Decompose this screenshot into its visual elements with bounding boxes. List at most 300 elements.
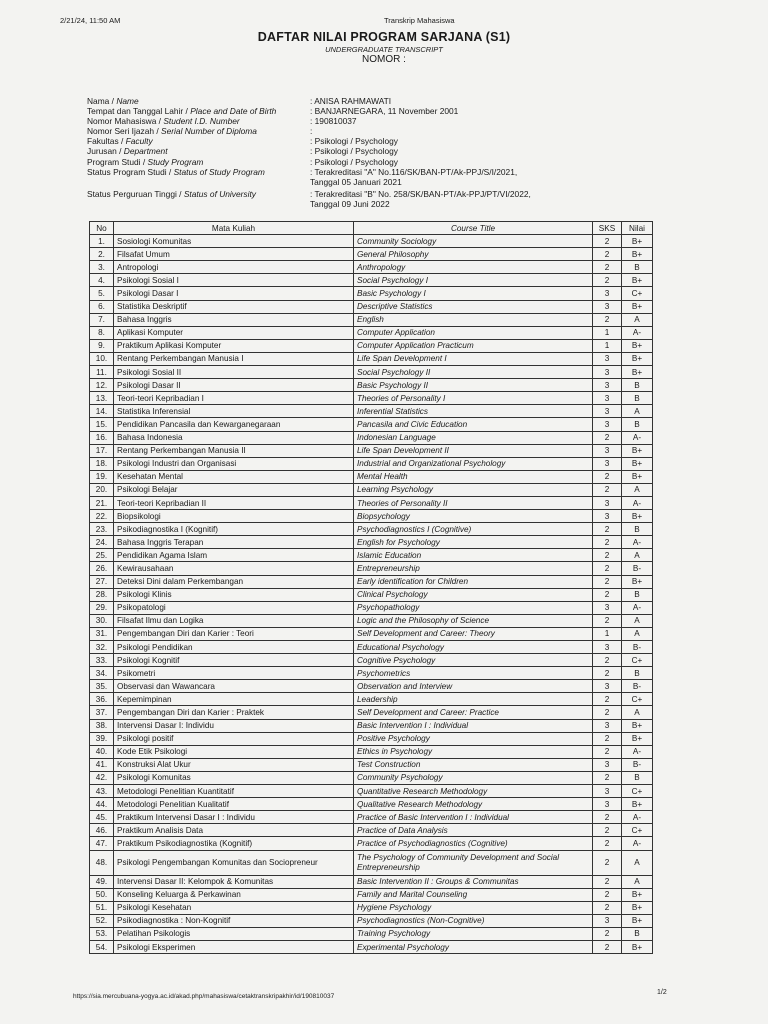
table-row — [90, 601, 653, 614]
row-number: 2. — [90, 248, 114, 261]
course-credits: 2 — [593, 888, 622, 901]
course-title-en: Leadership — [354, 693, 593, 706]
info-row — [87, 189, 687, 209]
info-row — [87, 116, 687, 126]
course-credits: 3 — [593, 366, 622, 379]
table-row — [90, 850, 653, 875]
info-row — [87, 106, 687, 116]
course-title-en: Computer Application Practicum — [354, 339, 593, 352]
print-timestamp: 2/21/24, 11:50 AM — [60, 16, 121, 25]
course-name-id: Psikologi Eksperimen — [114, 940, 354, 953]
grades-table — [89, 221, 653, 954]
row-number: 22. — [90, 510, 114, 523]
table-row — [90, 444, 653, 457]
row-number: 34. — [90, 667, 114, 680]
row-number: 12. — [90, 379, 114, 392]
table-row — [90, 667, 653, 680]
course-grade: A- — [622, 431, 653, 444]
info-label: Fakultas / Faculty — [87, 136, 153, 147]
table-header-row — [90, 222, 653, 235]
row-number: 43. — [90, 785, 114, 798]
course-credits: 2 — [593, 811, 622, 824]
row-number: 48. — [90, 850, 114, 875]
course-name-id: Deteksi Dini dalam Perkembangan — [114, 575, 354, 588]
course-credits: 2 — [593, 575, 622, 588]
table-row — [90, 758, 653, 771]
course-name-id: Psikologi Pengembangan Komunitas dan Sociopreneur — [114, 850, 354, 875]
course-name-id: Rentang Perkembangan Manusia I — [114, 352, 354, 365]
course-title-en: Psychometrics — [354, 667, 593, 680]
row-number: 37. — [90, 706, 114, 719]
course-grade: B — [622, 261, 653, 274]
row-number: 17. — [90, 444, 114, 457]
course-grade: A — [622, 549, 653, 562]
course-grade: A — [622, 313, 653, 326]
course-title-en: Training Psychology — [354, 927, 593, 940]
course-title-en: Descriptive Statistics — [354, 300, 593, 313]
table-row — [90, 431, 653, 444]
course-title-en: Clinical Psychology — [354, 588, 593, 601]
row-number: 4. — [90, 274, 114, 287]
table-row — [90, 248, 653, 261]
row-number: 13. — [90, 392, 114, 405]
table-row — [90, 588, 653, 601]
course-credits: 3 — [593, 914, 622, 927]
course-grade: B — [622, 523, 653, 536]
row-number: 26. — [90, 562, 114, 575]
table-row — [90, 771, 653, 784]
course-title-en: Practice of Psychodiagnostics (Cognitive) — [354, 837, 593, 850]
course-name-id: Psikodiagnostika : Non-Kognitif — [114, 914, 354, 927]
info-label: Program Studi / Study Program — [87, 156, 204, 167]
course-name-id: Psikologi positif — [114, 732, 354, 745]
course-grade: B+ — [622, 901, 653, 914]
course-name-id: Antropologi — [114, 261, 354, 274]
course-credits: 2 — [593, 901, 622, 914]
course-title-en: Basic Psychology II — [354, 379, 593, 392]
course-credits: 1 — [593, 339, 622, 352]
table-row — [90, 940, 653, 953]
course-name-id: Metodologi Penelitian Kualitatif — [114, 798, 354, 811]
course-credits: 2 — [593, 614, 622, 627]
course-grade: B+ — [622, 444, 653, 457]
course-credits: 2 — [593, 850, 622, 875]
table-row — [90, 745, 653, 758]
course-title-en: Practice of Data Analysis — [354, 824, 593, 837]
row-number: 14. — [90, 405, 114, 418]
row-number: 53. — [90, 927, 114, 940]
course-name-id: Konstruksi Alat Ukur — [114, 758, 354, 771]
course-title-en: Theories of Personality II — [354, 496, 593, 509]
info-row — [87, 146, 687, 156]
row-number: 51. — [90, 901, 114, 914]
course-grade: B- — [622, 562, 653, 575]
row-number: 32. — [90, 641, 114, 654]
course-grade: B- — [622, 758, 653, 771]
row-number: 16. — [90, 431, 114, 444]
course-title-en: Self Development and Career: Practice — [354, 706, 593, 719]
course-name-id: Rentang Perkembangan Manusia II — [114, 444, 354, 457]
info-label: Status Perguruan Tinggi / Status of University — [87, 188, 256, 199]
course-credits: 2 — [593, 235, 622, 248]
course-name-id: Psikometri — [114, 667, 354, 680]
course-grade: B — [622, 588, 653, 601]
course-title-en: Basic Intervention I : Individual — [354, 719, 593, 732]
table-row — [90, 523, 653, 536]
table-row — [90, 680, 653, 693]
row-number: 35. — [90, 680, 114, 693]
header-nilai: Nilai — [622, 222, 653, 235]
row-number: 10. — [90, 352, 114, 365]
course-credits: 3 — [593, 379, 622, 392]
course-name-id: Praktikum Aplikasi Komputer — [114, 339, 354, 352]
row-number: 28. — [90, 588, 114, 601]
course-title-en: Pancasila and Civic Education — [354, 418, 593, 431]
row-number: 8. — [90, 326, 114, 339]
table-row — [90, 614, 653, 627]
row-number: 7. — [90, 313, 114, 326]
course-credits: 2 — [593, 654, 622, 667]
course-credits: 3 — [593, 287, 622, 300]
course-title-en: Hygiene Psychology — [354, 901, 593, 914]
row-number: 31. — [90, 627, 114, 640]
table-row — [90, 287, 653, 300]
table-row — [90, 313, 653, 326]
table-row — [90, 927, 653, 940]
page-title: DAFTAR NILAI PROGRAM SARJANA (S1) — [257, 30, 511, 44]
course-title-en: Psychodiagnostics I (Cognitive) — [354, 523, 593, 536]
row-number: 3. — [90, 261, 114, 274]
table-row — [90, 627, 653, 640]
row-number: 50. — [90, 888, 114, 901]
course-title-en: General Philosophy — [354, 248, 593, 261]
course-name-id: Pendidikan Agama Islam — [114, 549, 354, 562]
course-grade: B+ — [622, 888, 653, 901]
course-title-en: English — [354, 313, 593, 326]
table-row — [90, 536, 653, 549]
table-row — [90, 352, 653, 365]
course-name-id: Praktikum Intervensi Dasar I : Individu — [114, 811, 354, 824]
course-grade: B+ — [622, 732, 653, 745]
course-credits: 2 — [593, 824, 622, 837]
page-number: 1/2 — [657, 989, 667, 996]
course-grade: B — [622, 418, 653, 431]
course-grade: C+ — [622, 654, 653, 667]
course-title-en: Educational Psychology — [354, 641, 593, 654]
table-row — [90, 379, 653, 392]
course-name-id: Filsafat Umum — [114, 248, 354, 261]
row-number: 27. — [90, 575, 114, 588]
course-credits: 2 — [593, 261, 622, 274]
course-credits: 2 — [593, 693, 622, 706]
course-credits: 2 — [593, 483, 622, 496]
row-number: 52. — [90, 914, 114, 927]
course-title-en: Computer Application — [354, 326, 593, 339]
course-name-id: Psikologi Komunitas — [114, 771, 354, 784]
course-title-en: Mental Health — [354, 470, 593, 483]
course-credits: 3 — [593, 444, 622, 457]
course-name-id: Metodologi Penelitian Kuantitatif — [114, 785, 354, 798]
course-credits: 2 — [593, 431, 622, 444]
course-title-en: Learning Psychology — [354, 483, 593, 496]
table-row — [90, 366, 653, 379]
course-credits: 3 — [593, 641, 622, 654]
table-row — [90, 562, 653, 575]
course-credits: 2 — [593, 536, 622, 549]
course-grade: A- — [622, 536, 653, 549]
info-value: : Psikologi / Psychology — [310, 156, 398, 167]
course-grade: B+ — [622, 235, 653, 248]
header-sks: SKS — [593, 222, 622, 235]
course-title-en: Test Construction — [354, 758, 593, 771]
course-name-id: Kepemimpinan — [114, 693, 354, 706]
table-row — [90, 405, 653, 418]
table-row — [90, 549, 653, 562]
course-credits: 2 — [593, 313, 622, 326]
course-name-id: Konseling Keluarga & Perkawinan — [114, 888, 354, 901]
course-title-en: Social Psychology II — [354, 366, 593, 379]
row-number: 44. — [90, 798, 114, 811]
course-credits: 2 — [593, 927, 622, 940]
row-number: 25. — [90, 549, 114, 562]
info-row — [87, 157, 687, 167]
course-grade: A — [622, 706, 653, 719]
course-grade: B- — [622, 641, 653, 654]
row-number: 11. — [90, 366, 114, 379]
course-title-en: Entrepreneurship — [354, 562, 593, 575]
table-row — [90, 274, 653, 287]
course-grade: C+ — [622, 824, 653, 837]
course-title-en: Biopsychology — [354, 510, 593, 523]
course-title-en: Industrial and Organizational Psychology — [354, 457, 593, 470]
course-credits: 2 — [593, 837, 622, 850]
table-row — [90, 457, 653, 470]
course-name-id: Psikologi Dasar II — [114, 379, 354, 392]
course-credits: 2 — [593, 248, 622, 261]
course-name-id: Kode Etik Psikologi — [114, 745, 354, 758]
course-grade: A- — [622, 326, 653, 339]
course-title-en: Early identification for Children — [354, 575, 593, 588]
course-credits: 2 — [593, 875, 622, 888]
table-row — [90, 261, 653, 274]
course-title-en: Basic Psychology I — [354, 287, 593, 300]
course-grade: C+ — [622, 693, 653, 706]
course-title-en: Psychopathology — [354, 601, 593, 614]
course-name-id: Intervensi Dasar I: Individu — [114, 719, 354, 732]
info-value: : 190810037 — [310, 116, 357, 127]
course-name-id: Intervensi Dasar II: Kelompok & Komunitas — [114, 875, 354, 888]
course-name-id: Praktikum Psikodiagnostika (Kognitif) — [114, 837, 354, 850]
course-grade: A — [622, 875, 653, 888]
table-row — [90, 470, 653, 483]
table-row — [90, 300, 653, 313]
row-number: 36. — [90, 693, 114, 706]
course-grade: B+ — [622, 940, 653, 953]
course-title-en: Community Sociology — [354, 235, 593, 248]
course-title-en: The Psychology of Community Development and Social Entrepreneurship — [354, 850, 593, 875]
course-credits: 2 — [593, 523, 622, 536]
footer-url: https://sia.mercubuana-yogya.ac.id/akad.php/mahasiswa/cetaktranskripakhir/id/190810037 — [73, 993, 335, 1000]
course-name-id: Psikodiagnostika I (Kognitif) — [114, 523, 354, 536]
info-label: Jurusan / Department — [87, 146, 168, 157]
course-credits: 3 — [593, 680, 622, 693]
course-name-id: Psikologi Sosial I — [114, 274, 354, 287]
course-grade: B+ — [622, 339, 653, 352]
row-number: 49. — [90, 875, 114, 888]
course-title-en: Practice of Basic Intervention I : Individual — [354, 811, 593, 824]
table-row — [90, 392, 653, 405]
row-number: 39. — [90, 732, 114, 745]
course-name-id: Psikologi Sosial II — [114, 366, 354, 379]
course-grade: A — [622, 614, 653, 627]
row-number: 5. — [90, 287, 114, 300]
course-grade: B+ — [622, 510, 653, 523]
info-row — [87, 136, 687, 146]
course-name-id: Psikologi Klinis — [114, 588, 354, 601]
table-row — [90, 811, 653, 824]
course-grade: A- — [622, 745, 653, 758]
course-credits: 2 — [593, 549, 622, 562]
info-value: : Terakreditasi "B" No. 258/SK/BAN-PT/Ak-PPJ/PT/VI/2022, Tanggal 09 Juni 2022 — [310, 188, 531, 209]
course-title-en: Life Span Development II — [354, 444, 593, 457]
course-credits: 3 — [593, 352, 622, 365]
course-grade: B- — [622, 680, 653, 693]
course-name-id: Teori-teori Kepribadian I — [114, 392, 354, 405]
course-credits: 3 — [593, 601, 622, 614]
row-number: 38. — [90, 719, 114, 732]
course-credits: 2 — [593, 706, 622, 719]
course-name-id: Filsafat Ilmu dan Logika — [114, 614, 354, 627]
document-number: NOMOR : — [362, 54, 406, 65]
course-name-id: Pengembangan Diri dan Karier : Praktek — [114, 706, 354, 719]
row-number: 23. — [90, 523, 114, 536]
info-row — [87, 167, 687, 187]
course-name-id: Psikologi Kesehatan — [114, 901, 354, 914]
course-name-id: Statistika Inferensial — [114, 405, 354, 418]
course-title-en: Psychodiagnostics (Non-Cognitive) — [354, 914, 593, 927]
table-row — [90, 641, 653, 654]
row-number: 33. — [90, 654, 114, 667]
course-grade: B+ — [622, 352, 653, 365]
course-grade: B+ — [622, 575, 653, 588]
course-grade: A — [622, 627, 653, 640]
course-credits: 2 — [593, 562, 622, 575]
table-row — [90, 785, 653, 798]
course-title-en: Life Span Development I — [354, 352, 593, 365]
info-label: Nama / Name — [87, 96, 139, 106]
course-credits: 3 — [593, 418, 622, 431]
info-label: Status Program Studi / Status of Study Program — [87, 166, 265, 177]
table-row — [90, 901, 653, 914]
row-number: 29. — [90, 601, 114, 614]
course-name-id: Praktikum Analisis Data — [114, 824, 354, 837]
row-number: 47. — [90, 837, 114, 850]
course-grade: B+ — [622, 366, 653, 379]
row-number: 46. — [90, 824, 114, 837]
course-credits: 3 — [593, 719, 622, 732]
course-name-id: Psikologi Kognitif — [114, 654, 354, 667]
row-number: 30. — [90, 614, 114, 627]
table-row — [90, 496, 653, 509]
info-value: : — [310, 126, 313, 137]
course-name-id: Statistika Deskriptif — [114, 300, 354, 313]
course-grade: B+ — [622, 798, 653, 811]
table-row — [90, 732, 653, 745]
table-row — [90, 654, 653, 667]
table-row — [90, 914, 653, 927]
course-title-en: Indonesian Language — [354, 431, 593, 444]
info-value: : Terakreditasi "A" No.116/SK/BAN-PT/Ak-PPJ/S/I/2021, Tanggal 05 Januari 2021 — [310, 166, 518, 187]
course-grade: A- — [622, 496, 653, 509]
course-credits: 3 — [593, 457, 622, 470]
course-credits: 2 — [593, 771, 622, 784]
info-label: Nomor Seri Ijazah / Serial Number of Diploma — [87, 126, 257, 137]
document-label: Transkrip Mahasiswa — [384, 16, 455, 25]
row-number: 21. — [90, 496, 114, 509]
course-title-en: Self Development and Career: Theory — [354, 627, 593, 640]
course-name-id: Kewirausahaan — [114, 562, 354, 575]
course-name-id: Psikologi Dasar I — [114, 287, 354, 300]
course-name-id: Biopsikologi — [114, 510, 354, 523]
info-value: : Psikologi / Psychology — [310, 136, 398, 147]
course-title-en: English for Psychology — [354, 536, 593, 549]
course-name-id: Psikologi Industri dan Organisasi — [114, 457, 354, 470]
course-grade: A- — [622, 811, 653, 824]
student-info — [87, 96, 687, 209]
course-title-en: Theories of Personality I — [354, 392, 593, 405]
course-name-id: Pengembangan Diri dan Karier : Teori — [114, 627, 354, 640]
course-credits: 3 — [593, 392, 622, 405]
info-label: Nomor Mahasiswa / Student I.D. Number — [87, 116, 240, 127]
course-title-en: Observation and Interview — [354, 680, 593, 693]
course-credits: 3 — [593, 300, 622, 313]
course-grade: B — [622, 927, 653, 940]
course-grade: A — [622, 483, 653, 496]
course-title-en: Qualitative Research Methodology — [354, 798, 593, 811]
course-grade: C+ — [622, 287, 653, 300]
row-number: 9. — [90, 339, 114, 352]
info-row — [87, 96, 687, 106]
course-title-en: Inferential Statistics — [354, 405, 593, 418]
row-number: 42. — [90, 771, 114, 784]
header-mata-kuliah: Mata Kuliah — [114, 222, 354, 235]
table-row — [90, 719, 653, 732]
course-credits: 2 — [593, 732, 622, 745]
course-grade: A- — [622, 837, 653, 850]
course-credits: 3 — [593, 405, 622, 418]
course-grade: A- — [622, 601, 653, 614]
course-title-en: Ethics in Psychology — [354, 745, 593, 758]
row-number: 24. — [90, 536, 114, 549]
table-row — [90, 875, 653, 888]
row-number: 54. — [90, 940, 114, 953]
table-row — [90, 575, 653, 588]
course-credits: 3 — [593, 785, 622, 798]
page-subtitle: UNDERGRADUATE TRANSCRIPT — [325, 45, 443, 54]
row-number: 15. — [90, 418, 114, 431]
info-row — [87, 126, 687, 136]
course-grade: B — [622, 392, 653, 405]
course-grade: B — [622, 667, 653, 680]
table-row — [90, 235, 653, 248]
course-grade: B+ — [622, 274, 653, 287]
course-grade: B+ — [622, 914, 653, 927]
info-value: : BANJARNEGARA, 11 November 2001 — [310, 106, 459, 117]
course-grade: A — [622, 405, 653, 418]
course-credits: 2 — [593, 667, 622, 680]
row-number: 41. — [90, 758, 114, 771]
row-number: 19. — [90, 470, 114, 483]
